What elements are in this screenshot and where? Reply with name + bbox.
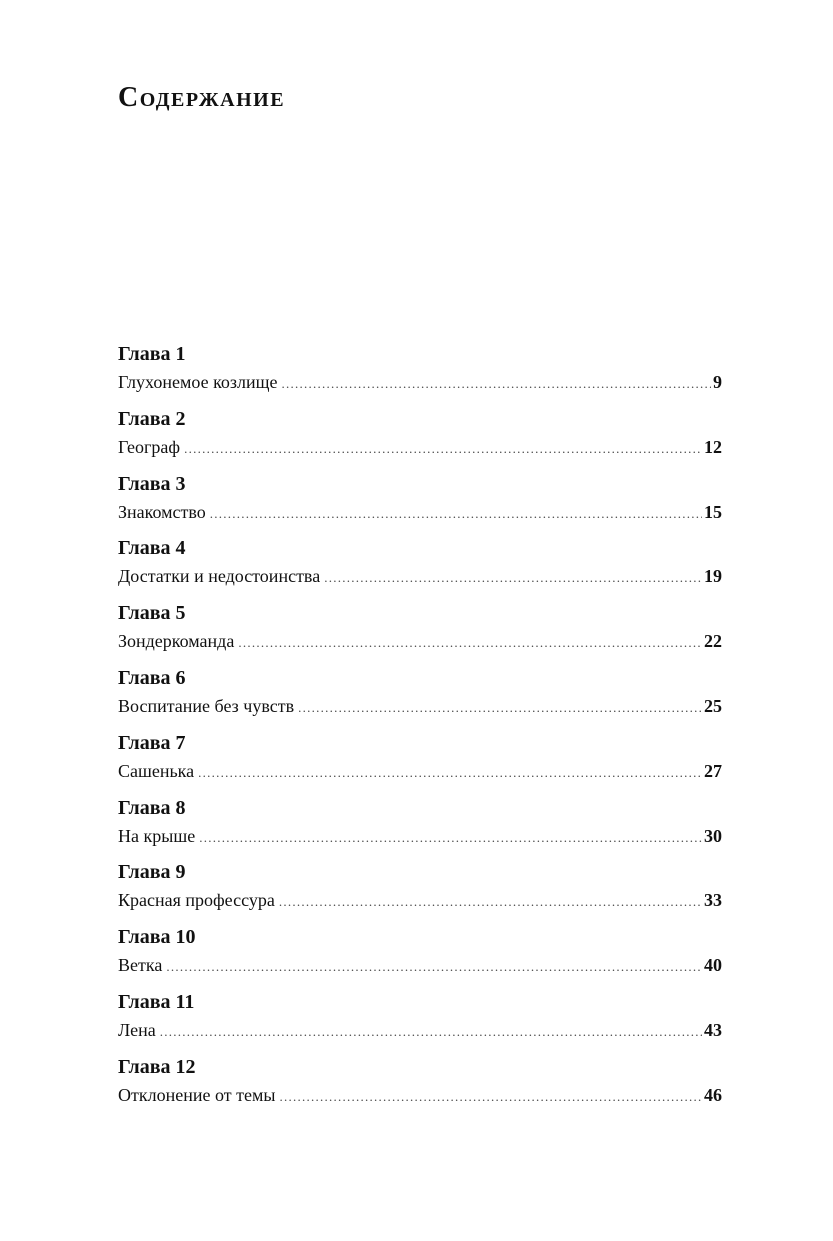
chapter-title[interactable]: Знакомство [118,501,206,522]
chapter-label: Глава 12 [118,1055,196,1078]
toc-entry[interactable] [118,794,722,859]
dot-leader [279,888,702,916]
page-number[interactable]: 33 [704,890,722,911]
page-number[interactable]: 46 [704,1084,722,1105]
chapter-label: Глава 8 [118,796,186,819]
toc-line [118,433,722,461]
chapter-title[interactable]: Отклонение от темы [118,1084,276,1105]
dot-leader [210,500,702,528]
chapter-label: Глава 10 [118,926,196,949]
toc-entry[interactable] [118,923,722,988]
chapter-label: Глава 1 [118,343,186,365]
page-number[interactable]: 12 [704,436,722,457]
toc-entry[interactable] [118,340,722,405]
page-number[interactable]: 19 [704,566,722,587]
dot-leader [198,759,702,787]
toc-line [118,1081,722,1109]
toc-line [118,562,722,590]
page-number[interactable]: 30 [704,825,722,846]
dot-leader [199,824,702,852]
chapter-title[interactable]: Зондеркоманда [118,631,235,652]
chapter-title[interactable]: Глухонемое козлище [118,372,278,392]
page-title: Содержание [118,82,286,113]
dot-leader [166,953,702,981]
toc-entry[interactable] [118,664,722,729]
chapter-label: Глава 2 [118,407,186,430]
dot-leader [279,1083,702,1111]
toc-line [118,1016,722,1044]
toc-entry[interactable] [118,599,722,664]
toc-line [118,886,722,914]
chapter-label: Глава 7 [118,731,186,754]
page-number[interactable]: 40 [704,955,722,976]
chapter-title[interactable]: На крыше [118,825,196,846]
dot-leader [184,435,702,463]
table-of-contents [118,340,722,1118]
chapter-title[interactable]: Географ [118,436,181,457]
toc-line [118,498,722,526]
toc-line [118,757,722,785]
toc-entry[interactable] [118,470,722,535]
toc-line [118,368,722,396]
dot-leader [298,694,702,722]
chapter-title[interactable]: Ветка [118,955,163,976]
chapter-title[interactable]: Достатки и недостоинства [118,566,321,587]
chapter-label: Глава 5 [118,602,186,625]
toc-line [118,822,722,850]
toc-entry[interactable] [118,405,722,470]
chapter-label: Глава 9 [118,861,186,884]
chapter-label: Глава 6 [118,666,186,689]
dot-leader [160,1018,702,1046]
page-number[interactable]: 25 [704,695,722,716]
toc-line [118,692,722,720]
toc-entry[interactable] [118,534,722,599]
dot-leader [238,629,702,657]
page-number[interactable]: 9 [713,372,722,392]
chapter-title[interactable]: Красная профессура [118,890,275,911]
toc-entry[interactable] [118,988,722,1053]
chapter-label: Глава 11 [118,990,195,1013]
page-number[interactable]: 43 [704,1019,722,1040]
page-number[interactable]: 27 [704,760,722,781]
toc-entry[interactable] [118,729,722,794]
chapter-label: Глава 3 [118,472,186,495]
chapter-label: Глава 4 [118,537,186,560]
chapter-title[interactable]: Воспитание без чувств [118,695,295,716]
page-number[interactable]: 22 [704,631,722,652]
chapter-title[interactable]: Сашенька [118,760,195,781]
chapter-title[interactable]: Лена [118,1019,156,1040]
toc-line [118,627,722,655]
toc-line [118,951,722,979]
page-number[interactable]: 15 [704,501,722,522]
dot-leader [281,370,711,398]
toc-entry[interactable] [118,1053,722,1118]
toc-entry[interactable] [118,858,722,923]
dot-leader [324,564,702,592]
